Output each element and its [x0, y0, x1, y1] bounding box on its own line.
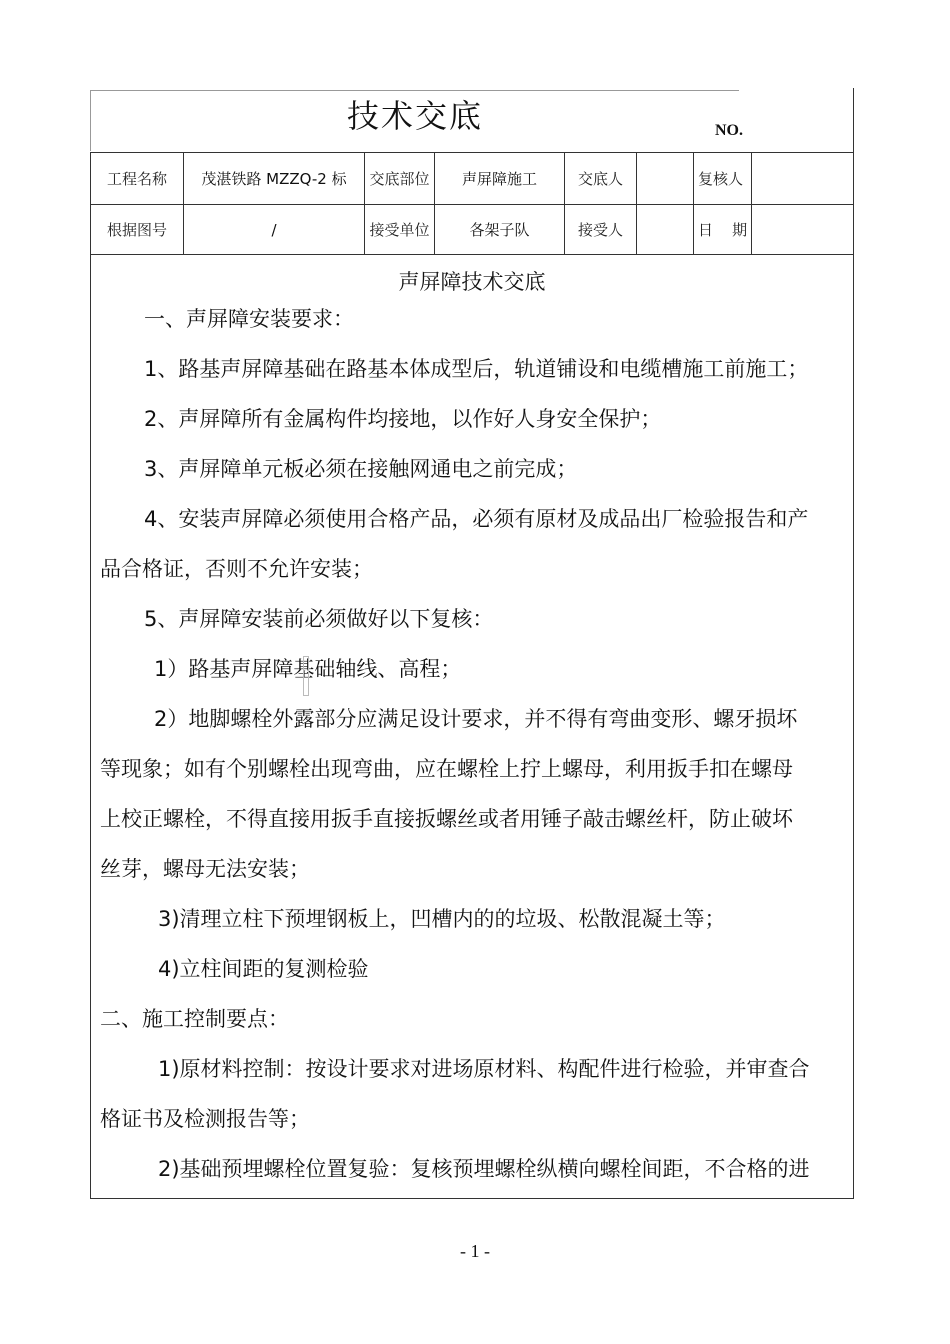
paragraph-line: 5、声屏障安装前必须做好以下复核：	[144, 607, 494, 631]
paragraph-line: 3、声屏障单元板必须在接触网通电之前完成；	[144, 457, 578, 481]
drawing-value[interactable]: /	[184, 205, 365, 255]
paragraph-line: 2)基础预埋螺栓位置复验：复核预埋螺栓纵横向螺栓间距，不合格的进	[158, 1157, 810, 1181]
document-title: 技术交底	[346, 97, 483, 135]
paragraph-line: 4)立柱间距的复测检验	[158, 957, 369, 981]
paragraph-line: 3)清理立柱下预埋钢板上，凹槽内的的垃圾、松散混凝土等；	[158, 907, 726, 931]
info-row-1	[91, 153, 854, 205]
paragraph-line: 上校正螺栓，不得直接用扳手直接扳螺丝或者用锤子敲击螺丝杆，防止破坏	[100, 807, 793, 831]
page-number: - 1 -	[460, 1241, 490, 1261]
section-heading-1: 一、声屏障安装要求：	[144, 307, 354, 331]
receiver-unit-label: 接受单位	[365, 205, 435, 255]
part-value[interactable]: 声屏障施工	[435, 153, 565, 205]
reviewer-label: 复核人	[694, 153, 752, 205]
paragraph-line: 2、声屏障所有金属构件均接地，以作好人身安全保护；	[144, 407, 662, 431]
reviewer-value[interactable]	[752, 153, 854, 205]
project-name-label: 工程名称	[91, 153, 184, 205]
text-cursor-marker	[303, 656, 309, 696]
receiver-label: 接受人	[565, 205, 637, 255]
content-heading: 声屏障技术交底	[398, 270, 546, 294]
project-name-value[interactable]: 茂湛铁路 MZZQ-2 标	[184, 153, 365, 205]
paragraph-line: 4、安装声屏障必须使用合格产品，必须有原材及成品出厂检验报告和产	[144, 507, 809, 531]
paragraph-line: 1、路基声屏障基础在路基本体成型后，轨道铺设和电缆槽施工前施工；	[144, 357, 809, 381]
date-value[interactable]	[752, 205, 854, 255]
presenter-label: 交底人	[565, 153, 637, 205]
paragraph-line: 2）地脚螺栓外露部分应满足设计要求，并不得有弯曲变形、螺牙损坏	[154, 707, 798, 731]
paragraph-line: 1)原材料控制：按设计要求对进场原材料、构配件进行检验，并审查合	[158, 1057, 810, 1081]
receiver-value[interactable]	[637, 205, 694, 255]
paragraph-line: 格证书及检测报告等；	[100, 1107, 310, 1131]
drawing-label: 根据图号	[91, 205, 184, 255]
presenter-value[interactable]	[637, 153, 694, 205]
section-heading-2: 二、施工控制要点：	[100, 1007, 289, 1031]
content-box	[90, 254, 854, 1199]
date-label: 日 期	[694, 205, 752, 255]
receiver-unit-value[interactable]: 各架子队	[435, 205, 565, 255]
paragraph-line: 丝芽，螺母无法安装；	[100, 857, 310, 881]
paragraph-line: 等现象；如有个别螺栓出现弯曲，应在螺栓上拧上螺母，利用扳手扣在螺母	[100, 757, 793, 781]
info-table	[90, 152, 854, 255]
part-label: 交底部位	[365, 153, 435, 205]
info-row-2	[91, 205, 854, 255]
paragraph-line: 品合格证，否则不允许安装；	[100, 557, 373, 581]
title-box	[90, 90, 743, 151]
paragraph-line: 1）路基声屏障基础轴线、高程；	[154, 657, 462, 681]
right-border-line	[853, 88, 854, 152]
number-label: NO.	[715, 122, 743, 139]
